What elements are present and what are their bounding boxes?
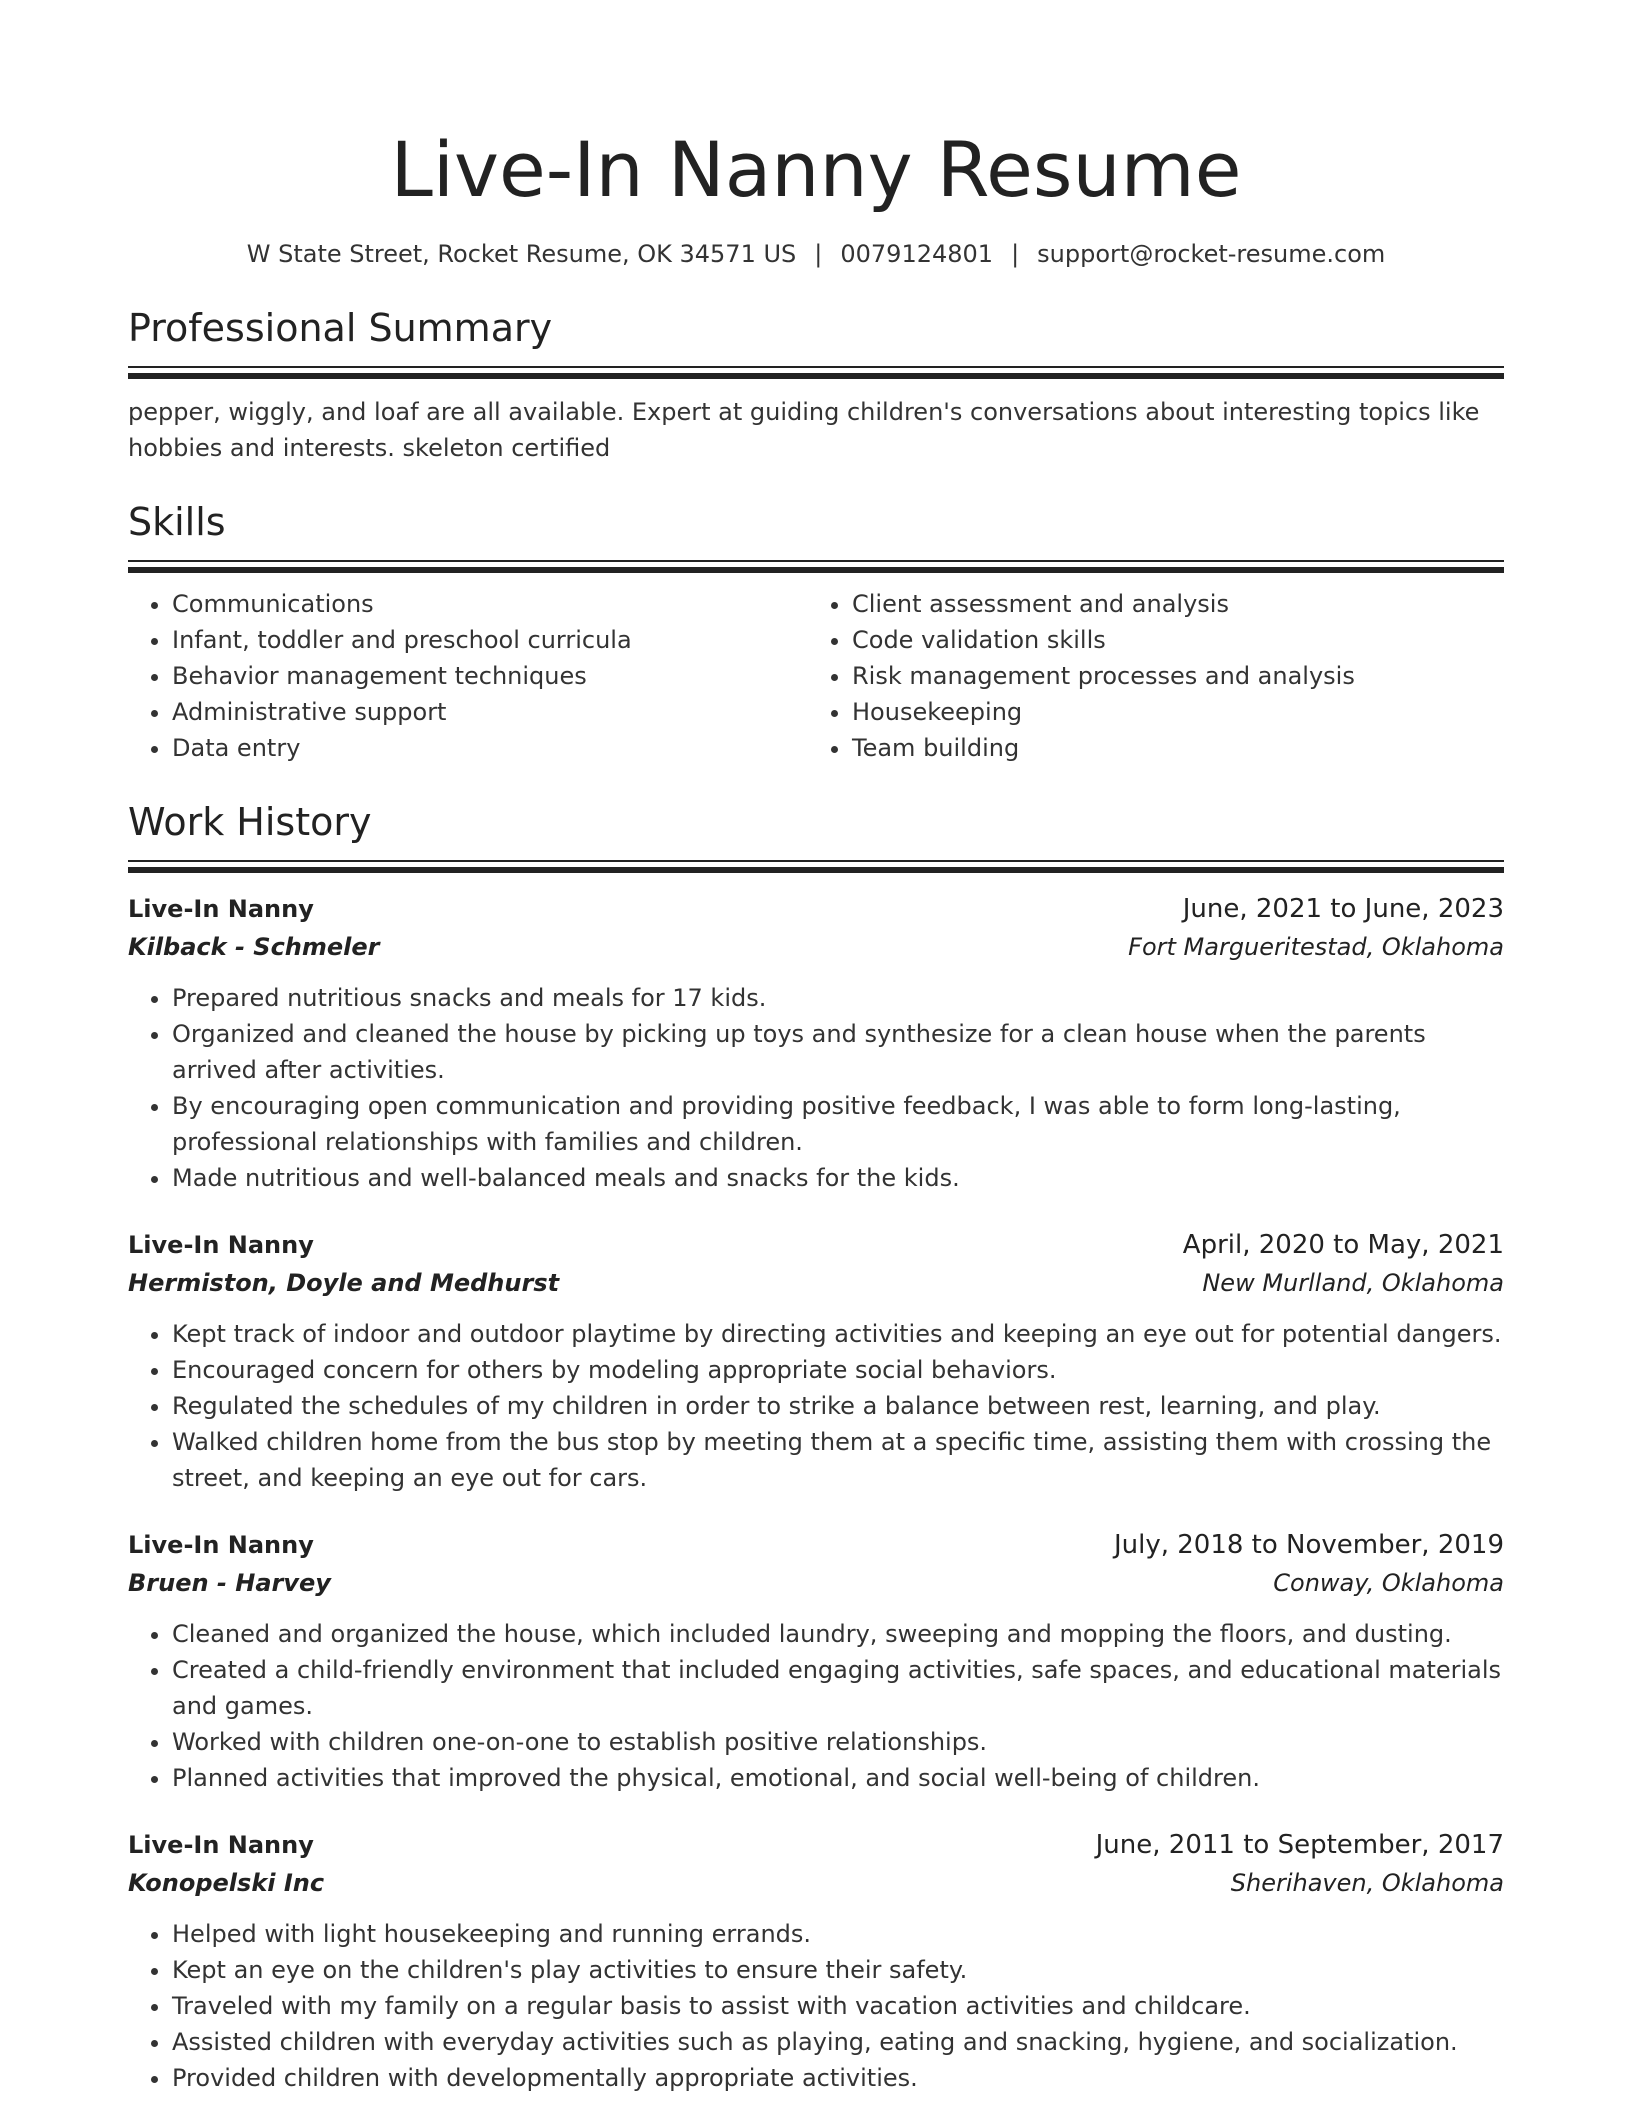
section-divider (128, 366, 1504, 378)
skills-grid (128, 586, 1504, 766)
job-bullet: • By encouraging open communication and providing positive feedback, I was able to form long-lasting, professional relationships with families and children. (172, 1088, 1504, 1160)
job-bullet: • Made nutritious and well-balanced meals and snacks for the kids. (172, 1160, 1504, 1196)
job-bullet: • Traveled with my family on a regular basis to assist with vacation activities and childcare. (172, 1988, 1504, 2024)
job-bullet: • Assisted children with everyday activities such as playing, eating and snacking, hygiene, and socialization. (172, 2024, 1504, 2060)
contact-line (128, 238, 1504, 270)
job-location: Conway, Oklahoma (1273, 1569, 1504, 1597)
skill-item: • Team building (852, 730, 1488, 766)
job-bullet: • Prepared nutritious snacks and meals for 17 kids. (172, 980, 1504, 1016)
job-bullets (128, 1316, 1504, 1496)
job-bullet: • Kept track of indoor and outdoor playtime by directing activities and keeping an eye out for potential dangers. (172, 1316, 1504, 1352)
summary-heading: Professional Summary (128, 306, 553, 350)
job-company: Kilback - Schmeler (128, 933, 380, 961)
contact-email: support@rocket-resume.com (1037, 240, 1386, 268)
job-entry (128, 1526, 1504, 1796)
job-entry (128, 890, 1504, 1196)
job-bullet: • Planned activities that improved the physical, emotional, and social well-being of children. (172, 1760, 1504, 1796)
job-title: Live-In Nanny (128, 1231, 314, 1259)
job-bullet: • Cleaned and organized the house, which included laundry, sweeping and mopping the floors, and dusting. (172, 1616, 1504, 1652)
job-title: Live-In Nanny (128, 895, 314, 923)
resume-title: Live-In Nanny Resume (390, 125, 1242, 214)
skills-list-left (128, 586, 808, 766)
job-dates: April, 2020 to May, 2021 (1182, 1230, 1504, 1260)
summary-text: pepper, wiggly, and loaf are all available. Expert at guiding children's conversations about interesting topics like hobbies and interests. skeleton certified (128, 398, 1480, 462)
skill-item: • Data entry (172, 730, 808, 766)
section-divider (128, 560, 1504, 572)
skill-item: • Risk management processes and analysis (852, 658, 1488, 694)
job-dates: July, 2018 to November, 2019 (1113, 1530, 1504, 1560)
job-company-row (128, 1564, 1504, 1602)
skill-item: • Infant, toddler and preschool curricula (172, 622, 808, 658)
job-header-row (128, 890, 1504, 928)
job-bullet: • Worked with children one-on-one to establish positive relationships. (172, 1724, 1504, 1760)
skill-item: • Communications (172, 586, 808, 622)
skills-section (128, 498, 1504, 766)
job-bullet: • Organized and cleaned the house by picking up toys and synthesize for a clean house when the parents arrived after activities. (172, 1016, 1504, 1088)
job-bullet: • Created a child-friendly environment that included engaging activities, safe spaces, and educational materials and games. (172, 1652, 1504, 1724)
job-location: New Murlland, Oklahoma (1202, 1269, 1504, 1297)
job-title: Live-In Nanny (128, 1531, 314, 1559)
job-header-row (128, 1826, 1504, 1864)
job-dates: June, 2021 to June, 2023 (1182, 894, 1504, 924)
contact-address: W State Street, Rocket Resume, OK 34571 US (246, 240, 797, 268)
job-company-row (128, 1264, 1504, 1302)
job-company: Hermiston, Doyle and Medhurst (128, 1269, 560, 1297)
job-title: Live-In Nanny (128, 1831, 314, 1859)
summary-section (128, 304, 1504, 466)
job-bullets (128, 1916, 1504, 2096)
skill-item: • Behavior management techniques (172, 658, 808, 694)
job-company-row (128, 928, 1504, 966)
skill-item: • Client assessment and analysis (852, 586, 1488, 622)
work-history-heading: Work History (128, 800, 372, 844)
skill-item: • Code validation skills (852, 622, 1488, 658)
job-bullet: • Provided children with developmentally appropriate activities. (172, 2060, 1504, 2096)
contact-separator: | (1011, 240, 1020, 268)
job-entry (128, 1826, 1504, 2096)
skill-item: • Housekeeping (852, 694, 1488, 730)
job-header-row (128, 1526, 1504, 1564)
job-location: Sherihaven, Oklahoma (1230, 1869, 1504, 1897)
job-header-row (128, 1226, 1504, 1264)
job-entry (128, 1226, 1504, 1496)
contact-phone: 0079124801 (840, 240, 994, 268)
job-company: Konopelski Inc (128, 1869, 325, 1897)
job-bullets (128, 980, 1504, 1196)
resume-page (128, 0, 1504, 2096)
job-bullet: • Walked children home from the bus stop by meeting them at a specific time, assisting them with crossing the street, and keeping an eye out for cars. (172, 1424, 1504, 1496)
job-location: Fort Margueritestad, Oklahoma (1128, 933, 1504, 961)
job-bullet: • Regulated the schedules of my children in order to strike a balance between rest, learning, and play. (172, 1388, 1504, 1424)
job-dates: June, 2011 to September, 2017 (1095, 1830, 1504, 1860)
skills-heading: Skills (128, 500, 226, 544)
work-history-section (128, 798, 1504, 2096)
skills-list-right (808, 586, 1488, 766)
job-bullets (128, 1616, 1504, 1796)
job-company: Bruen - Harvey (128, 1569, 331, 1597)
contact-separator: | (814, 240, 823, 268)
job-bullet: • Encouraged concern for others by modeling appropriate social behaviors. (172, 1352, 1504, 1388)
job-bullet: • Kept an eye on the children's play activities to ensure their safety. (172, 1952, 1504, 1988)
section-divider (128, 860, 1504, 872)
skill-item: • Administrative support (172, 694, 808, 730)
job-bullet: • Helped with light housekeeping and running errands. (172, 1916, 1504, 1952)
job-company-row (128, 1864, 1504, 1902)
